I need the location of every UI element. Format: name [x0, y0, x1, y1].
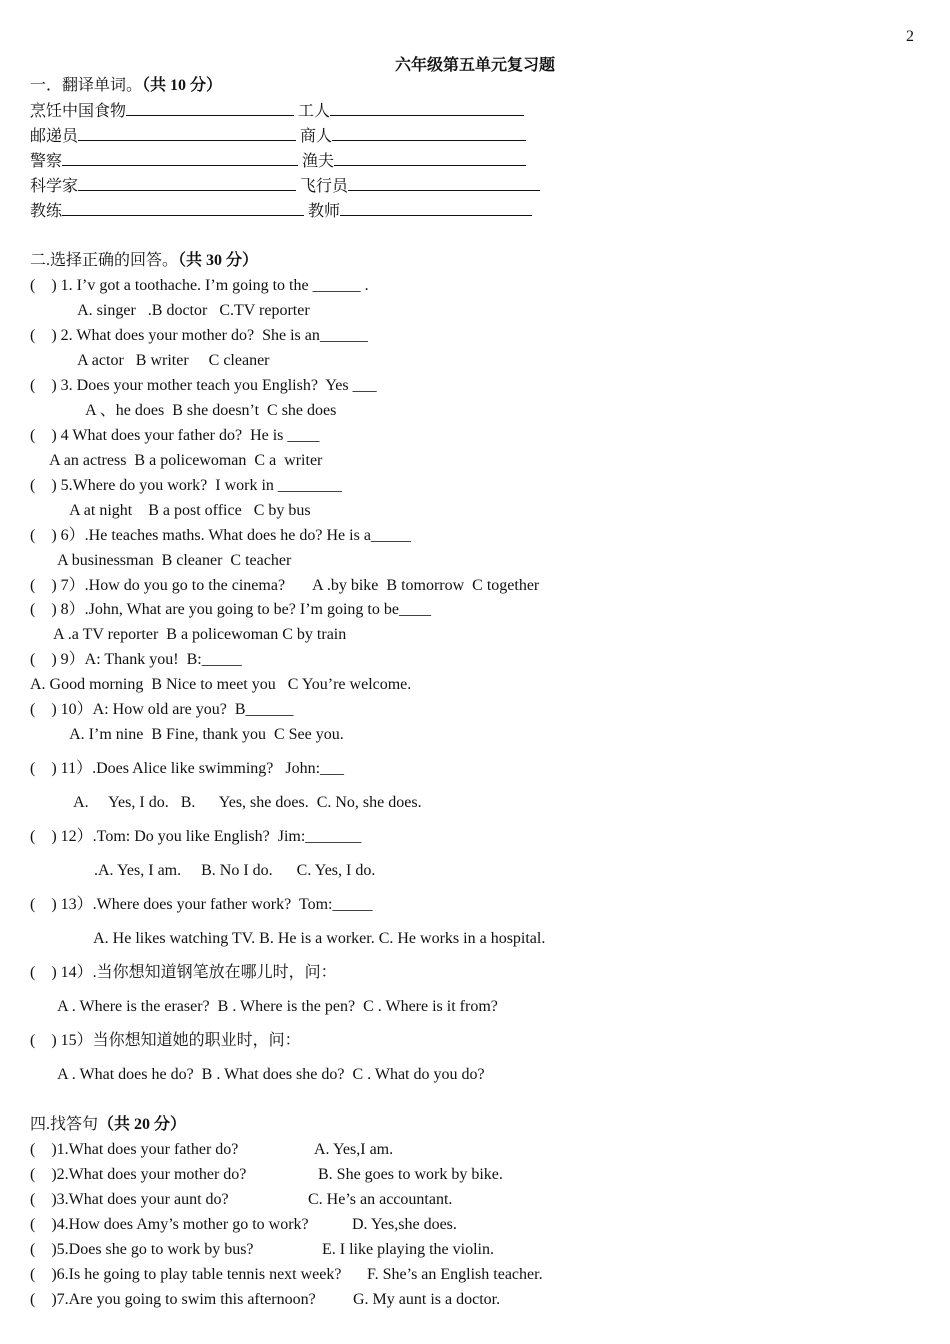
q13-options: A. He likes watching TV. B. He is a worker. C. He works in a hospital.: [30, 930, 546, 947]
match-q4: ( )4.How does Amy’s mother go to work?: [30, 1216, 309, 1233]
match-a7: G. My aunt is a doctor.: [353, 1291, 501, 1308]
section-1-heading: [30, 76, 222, 96]
q4: ( ) 4 What does your father do? He is ____: [30, 427, 320, 444]
q2: ( ) 2. What does your mother do? She is an______: [30, 327, 368, 344]
section-4-heading: [30, 1115, 186, 1135]
q5-options: A at night B a post office C by bus: [30, 502, 311, 519]
sec1-row-2-a: 邮递员: [30, 128, 79, 145]
q5: ( ) 5.Where do you work? I work in ________: [30, 477, 342, 494]
q9: ( ) 9）A: Thank you! B:_____: [30, 651, 242, 668]
sec1-row-4-b: 飞行员: [300, 178, 349, 195]
match-q2: ( )2.What does your mother do?: [30, 1166, 247, 1183]
match-q3: ( )3.What does your aunt do?: [30, 1191, 229, 1208]
q14-options: A . Where is the eraser? B . Where is the pen? C . Where is it from?: [30, 998, 498, 1015]
page-title: 六年级第五单元复习题: [394, 57, 555, 74]
q4-options: A an actress B a policewoman C a writer: [30, 452, 323, 469]
q3: ( ) 3. Does your mother teach you English? Yes ___: [30, 377, 377, 394]
section-2-heading-text: 二.选择正确的回答。: [30, 252, 179, 269]
section-4-heading-score: （共 20 分）: [98, 1116, 187, 1133]
match-q7: ( )7.Are you going to swim this afternoon?: [30, 1291, 316, 1308]
match-a5: E. I like playing the violin.: [322, 1241, 494, 1258]
q12-options: .A. Yes, I am. B. No I do. C. Yes, I do.: [30, 862, 376, 879]
match-a3: C. He’s an accountant.: [308, 1191, 453, 1208]
match-a2: B. She goes to work by bike.: [318, 1166, 503, 1183]
section-2-heading-score: （共 30 分）: [178, 252, 259, 269]
sec1-row-3: [30, 151, 526, 172]
q1: ( ) 1. I’v got a toothache. I’m going to the ______ .: [30, 277, 369, 294]
sec1-row-1-b: 工人: [298, 103, 331, 120]
q6-options: A businessman B cleaner C teacher: [30, 552, 292, 569]
match-q1: ( )1.What does your father do?: [30, 1141, 239, 1158]
match-a4: D. Yes,she does.: [352, 1216, 457, 1233]
q8: ( ) 8）.John, What are you going to be? I’m going to be____: [30, 601, 431, 618]
q1-options: A. singer .B doctor C.TV reporter: [30, 302, 310, 319]
q3-options: A 、he does B she doesn’t C she does: [30, 402, 337, 419]
match-a6: F. She’s an English teacher.: [367, 1266, 543, 1283]
q12: ( ) 12）.Tom: Do you like English? Jim:_______: [30, 828, 362, 845]
q11: ( ) 11）.Does Alice like swimming? John:___: [30, 760, 345, 777]
sec1-row-2-b: 商人: [300, 128, 333, 145]
q9-options: A. Good morning B Nice to meet you C You’re welcome.: [30, 676, 412, 693]
sec1-row-4-a: 科学家: [30, 178, 79, 195]
q15-options: A . What does he do? B . What does she do? C . What do you do?: [30, 1066, 485, 1083]
sec1-row-4: [30, 176, 540, 197]
sec1-row-3-a: 警察: [30, 153, 63, 170]
sec1-row-5-b: 教师: [308, 203, 341, 220]
q10-options: A. I’m nine B Fine, thank you C See you.: [30, 726, 344, 743]
q7: ( ) 7）.How do you go to the cinema? A .by bike B tomorrow C together: [30, 577, 540, 594]
section-1-heading-text: 一．翻译单词。: [30, 77, 143, 94]
sec1-row-5-a: 教练: [30, 203, 63, 220]
q2-options: A actor B writer C cleaner: [30, 352, 270, 369]
match-q6: ( )6.Is he going to play table tennis next week?: [30, 1266, 342, 1283]
section-4-heading-text: 四.找答句: [30, 1116, 99, 1133]
sec1-row-5: [30, 201, 532, 222]
q14: ( ) 14）.当你想知道钢笔放在哪儿时，问：: [30, 964, 337, 981]
sec1-row-1-a: 烹饪中国食物: [30, 103, 127, 120]
sec1-row-3-b: 渔夫: [302, 153, 335, 170]
page-number: 2: [906, 28, 914, 45]
q15: ( ) 15）当你想知道她的职业时，问：: [30, 1032, 301, 1049]
q8-options: A .a TV reporter B a policewoman C by train: [30, 626, 347, 643]
section-2-heading: [30, 251, 258, 271]
match-a1: A. Yes,I am.: [314, 1141, 394, 1158]
q6: ( ) 6）.He teaches maths. What does he do? He is a_____: [30, 527, 411, 544]
section-1-heading-score: （共 10 分）: [142, 77, 223, 94]
q13: ( ) 13）.Where does your father work? Tom:_____: [30, 896, 373, 913]
q10: ( ) 10）A: How old are you? B______: [30, 701, 294, 718]
match-q5: ( )5.Does she go to work by bus?: [30, 1241, 254, 1258]
sec1-row-1: [30, 101, 524, 122]
sec1-row-2: [30, 126, 526, 147]
q11-options: A. Yes, I do. B. Yes, she does. C. No, she does.: [30, 794, 422, 811]
